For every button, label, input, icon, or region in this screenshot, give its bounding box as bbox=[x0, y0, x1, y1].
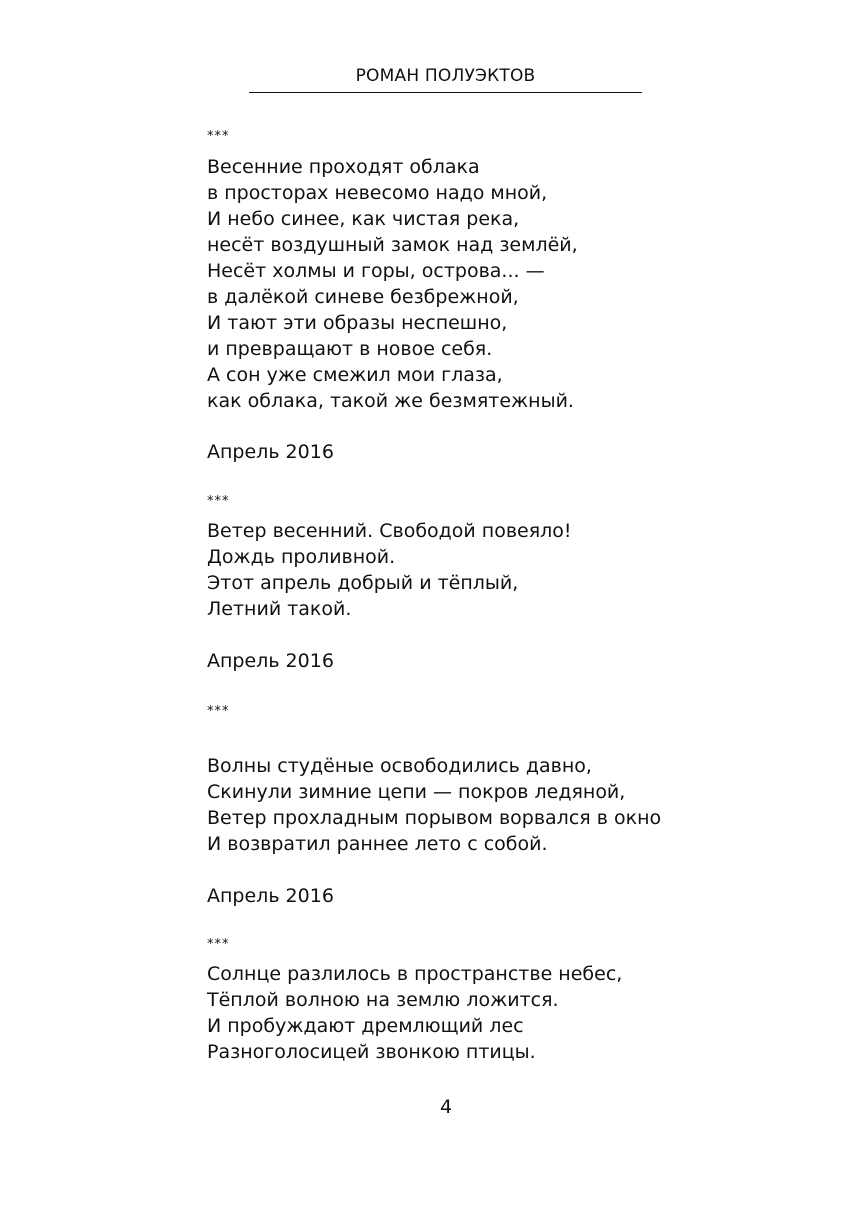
poem-line: Весенние проходят облака bbox=[207, 156, 480, 178]
poem-separator: *** bbox=[207, 494, 230, 509]
page-number-text: 4 bbox=[439, 1096, 453, 1118]
poem-line: Разноголосицей звонкою птицы. bbox=[207, 1041, 536, 1063]
poem-line: Тёплой волною на землю ложится. bbox=[207, 989, 559, 1011]
page-number bbox=[0, 1094, 856, 1120]
poem-line: несёт воздушный замок над землёй, bbox=[207, 234, 578, 256]
poem-date: Апрель 2016 bbox=[207, 885, 334, 907]
poem bbox=[207, 154, 578, 414]
poem-line: в просторах невесомо надо мной, bbox=[207, 182, 548, 204]
poem-line: Скинули зимние цепи — покров ледяной, bbox=[207, 781, 626, 803]
poem-line: А сон уже смежил мои глаза, bbox=[207, 364, 503, 386]
poem-line: в далёкой синеве безбрежной, bbox=[207, 286, 519, 308]
poem-line: И небо синее, как чистая река, bbox=[207, 208, 520, 230]
poem-line: Ветер прохладным порывом ворвался в окно bbox=[207, 807, 662, 829]
running-header bbox=[249, 64, 642, 93]
poem-line: И тают эти образы неспешно, bbox=[207, 312, 508, 334]
poem-line: Солнце разлилось в пространстве небес, bbox=[207, 963, 623, 985]
poem-line: И пробуждают дремлющий лес bbox=[207, 1015, 524, 1037]
poem-line: и превращают в новое себя. bbox=[207, 338, 493, 360]
poem-line: Волны студёные освободились давно, bbox=[207, 755, 592, 777]
poem-separator: *** bbox=[207, 937, 230, 952]
poem-line: Летний такой. bbox=[207, 598, 352, 620]
poem-line: Дождь проливной. bbox=[207, 546, 396, 568]
poem-line: Ветер весенний. Свободой повеяло! bbox=[207, 520, 572, 542]
poem-line: Этот апрель добрый и тёплый, bbox=[207, 572, 519, 594]
poem bbox=[207, 518, 572, 622]
poem-line: Несёт холмы и горы, острова... — bbox=[207, 260, 545, 282]
poem bbox=[207, 753, 661, 857]
author-name: РОМАН ПОЛУЭКТОВ bbox=[355, 66, 536, 86]
poem-separator: *** bbox=[207, 129, 230, 144]
poem-separator: *** bbox=[207, 704, 230, 719]
poem bbox=[207, 961, 622, 1065]
poem-date: Апрель 2016 bbox=[207, 650, 334, 672]
poem-line: И возвратил раннее лето с собой. bbox=[207, 833, 548, 855]
poem-date: Апрель 2016 bbox=[207, 441, 334, 463]
poem-line: как облака, такой же безмятежный. bbox=[207, 390, 574, 412]
